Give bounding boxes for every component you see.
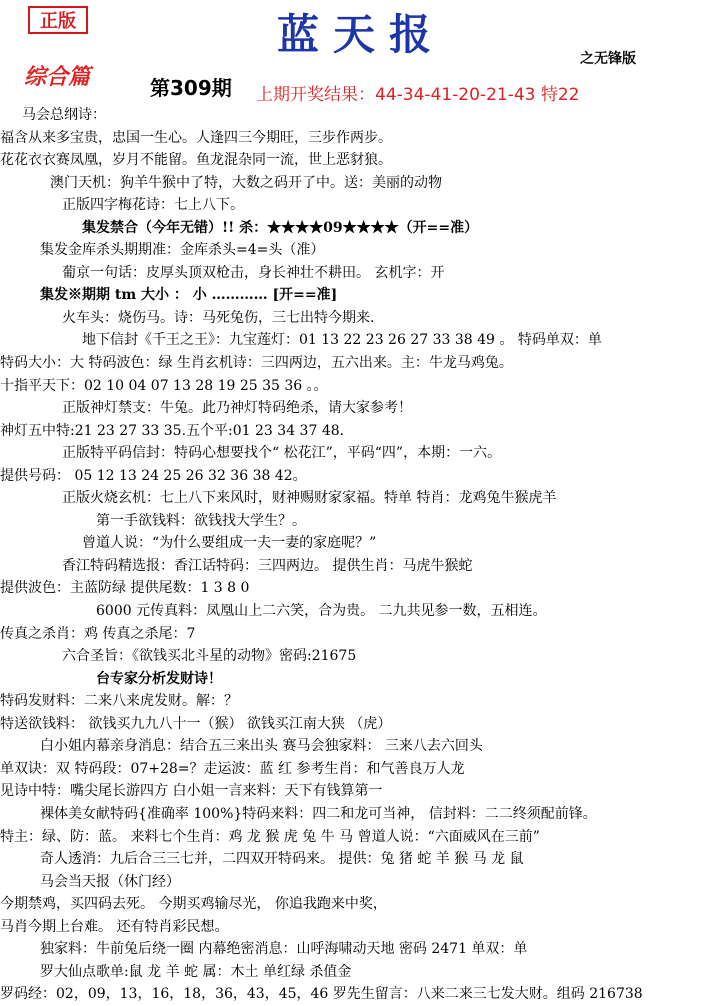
- text-line: 独家料：牛前兔后绕一圈 内幕绝密消息：山呼海啸动天地 密码 2471 单双：单: [40, 941, 528, 958]
- content-body: [0, 104, 722, 1006]
- edition-label: 之无锋版: [580, 51, 636, 67]
- text-line: 今期禁鸡，买四码去死。 今期买鸡输尽光， 你追我跑来中奖，: [0, 896, 387, 913]
- text-line: 裸体美女献特码{准确率 100%}特码来料：四二和龙可当神， 信封料：二二终须配前锋。: [40, 805, 597, 822]
- text-line: 罗大仙点歌单:鼠 龙 羊 蛇 属：木土 单红绿 杀值金: [40, 963, 352, 980]
- text-line: 提供波色：主蓝防绿 提供尾数：1 3 8 0: [0, 580, 250, 597]
- text-line: 马会当天报（休门经）: [40, 873, 180, 890]
- text-line: 正版特平码信封：特码心想要找个“ 松花江”，平码“四”，本期：一六。: [62, 445, 502, 462]
- text-line: 传真之杀肖：鸡 传真之杀尾：7: [0, 625, 196, 642]
- text-line: 澳门天机：狗羊牛猴中了特，大数之码开了中。送：美丽的动物: [50, 174, 442, 191]
- text-line: 集发禁合（今年无错）!! 杀：★★★★09★★★★（开==准）: [82, 219, 479, 236]
- text-line: 奇人透消：九后合三三七并，二四双开特码来。 提供：兔 猪 蛇 羊 猴 马 龙 鼠: [40, 851, 524, 868]
- text-line: 香江特码精选报：香江话特码：三四两边。 提供生肖：马虎牛猴蛇: [62, 557, 473, 574]
- text-line: 白小姐内幕亲身消息：结合五三来出头 赛马会独家料： 三来八去六回头: [40, 738, 483, 755]
- text-line: 正版四字梅花诗：七上八下。: [62, 197, 244, 214]
- text-line: 葡京一句话：皮厚头顶双枪击，身长神壮不耕田。 玄机字：开: [62, 264, 445, 281]
- text-line: 特码大小：大 特码波色：绿 生肖玄机诗：三四两边，五六出来。主：牛龙马鸡兔。: [0, 355, 513, 372]
- text-line: 曾道人说：“为什么要组成一夫一妻的家庭呢？”: [82, 535, 377, 552]
- text-line: 第一手欲钱料：欲钱找大学生？。: [96, 512, 306, 529]
- text-line: 马肖今期上台难。 还有特肖彩民想。: [0, 918, 229, 935]
- genuine-stamp: 正版: [28, 6, 88, 34]
- text-line: 马会总纲诗：: [22, 107, 106, 123]
- text-line: 6000 元传真料：凤凰山上二六笑，合为贵。 二九共见参一数，五相连。: [96, 603, 547, 620]
- text-line: 集发金库杀头期期准：金库杀头=4=头（准）: [40, 242, 325, 259]
- text-line: 地下信封《千王之王》：九宝莲灯：01 13 22 23 26 27 33 38 49 。 特码单双：单: [82, 332, 602, 349]
- text-line: 单双诀：双 特码段：07+28=？走运波：蓝 红 参考生肖：和气善良万人龙: [0, 760, 465, 777]
- text-line: 提供号码： 05 12 13 24 25 26 32 36 38 42。: [0, 467, 307, 484]
- text-line: 集发※期期 tm 大小 ： 小 ………… [开==准]: [40, 287, 338, 304]
- text-line: 福含从来多宝贵，忠国一生心。人逢四三今期旺，三步作两步。: [0, 129, 392, 146]
- text-line: 十指平天下：02 10 04 07 13 28 19 25 35 36 。。: [0, 377, 328, 394]
- issue-number: 第309期: [150, 76, 232, 100]
- text-line: 特送欲钱料： 欲钱买九九八十一（猴） 欲钱买江南大狭 （虎）: [0, 715, 392, 732]
- text-line: 火车头：烧伤马。诗：马死兔伤，三七出特今期来.: [62, 309, 375, 326]
- last-result: 上期开奖结果：44-34-41-20-21-43 特22: [256, 85, 580, 105]
- text-line: 特码发财料：二来八来虎发财。解：？: [0, 693, 238, 710]
- text-line: 六合圣旨：《欲钱买北斗星的动物》密码:21675: [62, 648, 357, 665]
- text-line: 神灯五中特:21 23 27 33 35.五个平:01 23 34 37 48.: [0, 422, 345, 439]
- text-line: 罗码经：02，09，13，16，18，36，43，45，46 罗先生留言：八来二来三七发大财。组码 216738: [0, 986, 643, 1003]
- text-line: 台专家分析发财诗！: [96, 670, 222, 687]
- section-label: 综合篇: [24, 64, 91, 90]
- text-line: 花花衣衣赛凤凰，岁月不能留。鱼龙混杂同一流，世上恶豺狼。: [0, 152, 392, 169]
- text-line: 特主：绿、防：蓝。 来料七个生肖：鸡 龙 猴 虎 兔 牛 马 曾道人说：“六面威风在三前”: [0, 828, 540, 845]
- page-title: 蓝天报: [276, 10, 445, 59]
- text-line: 见诗中特：嘴尖尾长游四方 白小姐一言来料：天下有钱算第一: [0, 783, 383, 800]
- text-line: 正版神灯禁支：牛兔。此乃神灯特码绝杀，请大家参考！: [62, 400, 412, 417]
- text-line: 正版火烧玄机：七上八下来风时，财神赐财家家福。特单 特肖：龙鸡兔牛猴虎羊: [62, 490, 557, 507]
